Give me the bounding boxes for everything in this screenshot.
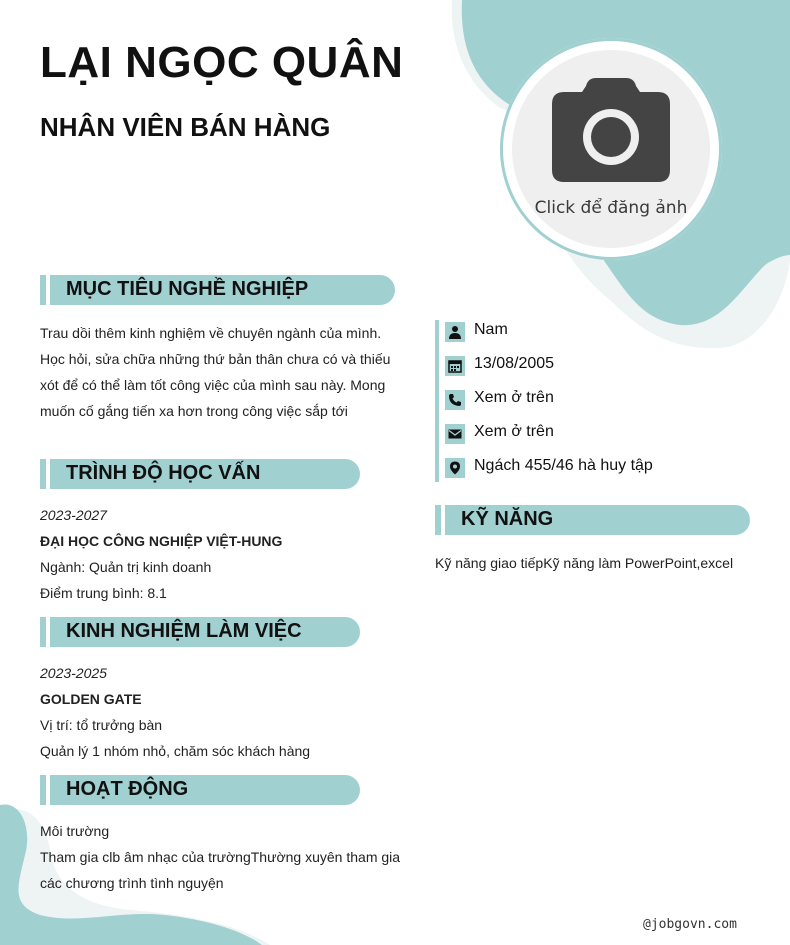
career-objective-text — [40, 320, 410, 424]
email-value: Xem ở trên — [474, 423, 554, 440]
skills-text: Kỹ năng giao tiếpKỹ năng làm PowerPoint,excel — [435, 555, 734, 571]
upload-photo-button[interactable] — [500, 38, 722, 260]
experience-entry — [40, 660, 410, 764]
location-pin-icon — [445, 458, 465, 478]
contact-divider — [435, 320, 439, 482]
section-header-skills — [435, 505, 750, 535]
experience-company: GOLDEN GATE — [40, 691, 142, 707]
photo-placeholder — [512, 50, 710, 248]
objective-line: xót để có thể làm tốt công việc của mình sau này. Mong — [40, 377, 386, 393]
candidate-name: LẠI NGỌC QUÂN — [40, 38, 404, 87]
gender-value: Nam — [474, 321, 508, 338]
calendar-icon — [445, 356, 465, 376]
job-title: NHÂN VIÊN BÁN HÀNG — [40, 112, 331, 142]
activity-line: các chương trình tình nguyện — [40, 875, 224, 891]
experience-description: Quản lý 1 nhóm nhỏ, chăm sóc khách hàng — [40, 743, 311, 759]
activities-text — [40, 818, 410, 896]
education-gpa: Điểm trung bình: 8.1 — [40, 585, 167, 601]
education-major: Ngành: Quản trị kinh doanh — [40, 559, 212, 575]
birthday-value: 13/08/2005 — [474, 355, 555, 372]
section-header-education — [40, 459, 360, 489]
objective-line: Trau dồi thêm kinh nghiệm về chuyên ngành của mình. — [40, 325, 382, 341]
upload-photo-label: Click để đăng ảnh — [534, 198, 688, 218]
camera-icon — [552, 78, 670, 182]
phone-value: Xem ở trên — [474, 389, 554, 406]
envelope-icon — [445, 424, 465, 444]
section-header-experience — [40, 617, 360, 647]
address-value: Ngách 455/46 hà huy tập — [474, 457, 653, 474]
section-title: KINH NGHIỆM LÀM VIỆC — [66, 620, 302, 642]
section-header-activities — [40, 775, 360, 805]
experience-position: Vị trí: tổ trưởng bàn — [40, 717, 163, 733]
objective-line: Học hỏi, sửa chữa những thứ bản thân chưa có và thiếu — [40, 351, 391, 367]
section-header-career-objective — [40, 275, 395, 305]
activity-line: Môi trường — [40, 823, 110, 839]
objective-line: muốn cố gắng tiến xa hơn trong công việc sắp tới — [40, 403, 348, 419]
education-entry — [40, 502, 410, 606]
section-title: TRÌNH ĐỘ HỌC VẤN — [66, 462, 261, 484]
education-period: 2023-2027 — [40, 507, 107, 523]
section-title: MỤC TIÊU NGHỀ NGHIỆP — [66, 278, 309, 300]
watermark: @jobgovn.com — [643, 917, 737, 932]
experience-period: 2023-2025 — [40, 665, 107, 681]
contact-info — [435, 320, 755, 482]
section-title: HOẠT ĐỘNG — [66, 778, 189, 800]
section-title: KỸ NĂNG — [461, 508, 554, 530]
activity-line: Tham gia clb âm nhạc của trườngThường xuyên tham gia — [40, 849, 401, 865]
education-school: ĐẠI HỌC CÔNG NGHIỆP VIỆT-HUNG — [40, 533, 283, 549]
phone-icon — [445, 390, 465, 410]
person-icon — [445, 322, 465, 342]
